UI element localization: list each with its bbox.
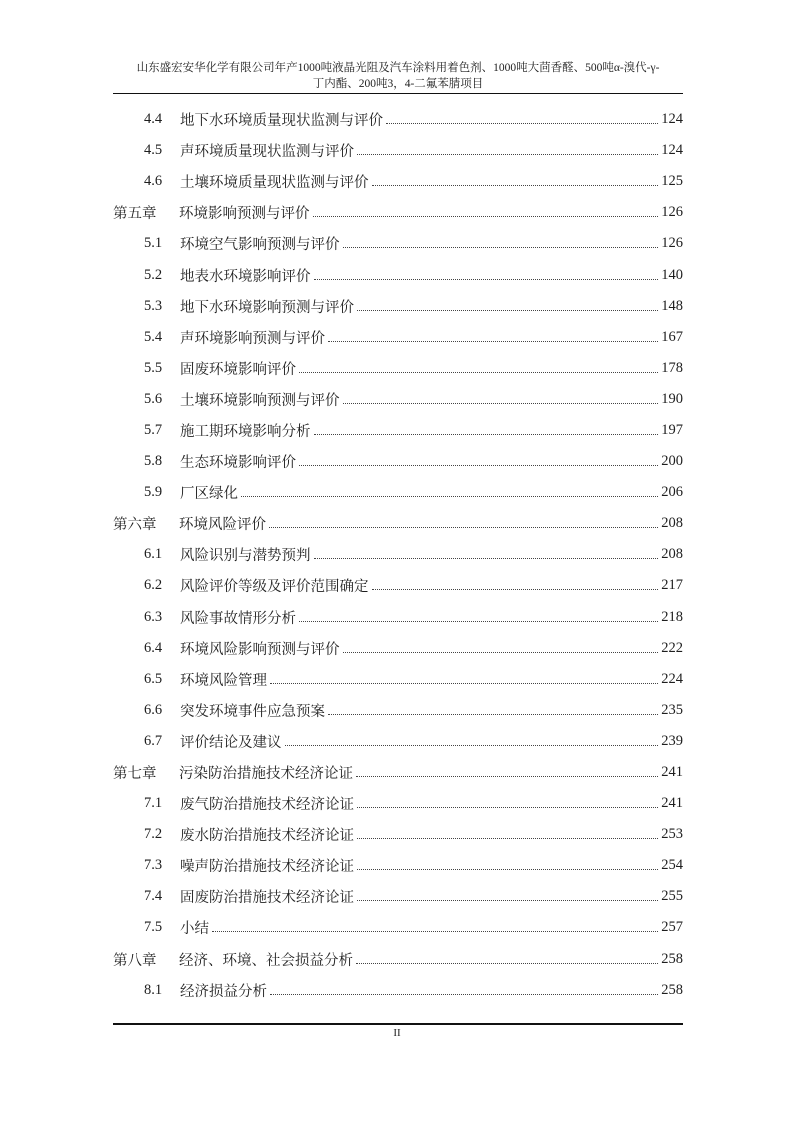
toc-entry-page: 254: [661, 857, 683, 874]
toc-entry-page: 126: [661, 204, 683, 221]
toc-entry-title: 声环境质量现状监测与评价: [180, 144, 354, 161]
toc-entry-number: 5.5: [144, 359, 163, 376]
toc-entry-number: 5.4: [144, 328, 163, 345]
toc-section-entry[interactable]: [113, 104, 683, 135]
toc-entry-title: 风险事故情形分析: [180, 610, 296, 627]
toc-entry-page: 253: [661, 826, 683, 843]
toc-dot-leader: [357, 296, 658, 311]
toc-dot-leader: [299, 358, 658, 373]
toc-entry-title: 地下水环境影响预测与评价: [180, 299, 354, 316]
toc-section-entry[interactable]: [113, 695, 683, 726]
toc-dot-leader: [357, 140, 658, 155]
toc-dot-leader: [270, 669, 658, 684]
toc-entry-page: 197: [661, 421, 683, 438]
toc-entry-number: 5.8: [144, 453, 163, 470]
toc-entry-number: 5.6: [144, 390, 163, 407]
toc-entry-page: 208: [661, 515, 683, 532]
toc-section-entry[interactable]: [113, 415, 683, 446]
toc-entry-page: 200: [661, 453, 683, 470]
toc-entry-page: 148: [661, 297, 683, 314]
toc-section-entry[interactable]: [113, 353, 683, 384]
toc-dot-leader: [328, 700, 658, 715]
toc-dot-leader: [269, 513, 658, 528]
footer-rule: [113, 1023, 683, 1025]
toc-section-entry[interactable]: [113, 135, 683, 166]
toc-dot-leader: [343, 233, 659, 248]
toc-entry-number: 7.3: [144, 857, 163, 874]
toc-entry-title: 固废环境影响评价: [180, 361, 296, 378]
toc-dot-leader: [314, 420, 659, 435]
toc-dot-leader: [299, 451, 658, 466]
toc-dot-leader: [357, 793, 658, 808]
toc-entry-title: 突发环境事件应急预案: [180, 703, 325, 720]
toc-section-entry[interactable]: [113, 477, 683, 508]
toc-entry-number: 5.3: [144, 297, 163, 314]
toc-entry-page: 167: [661, 328, 683, 345]
toc-section-entry[interactable]: [113, 166, 683, 197]
toc-chapter-entry[interactable]: [113, 508, 683, 539]
toc-section-entry[interactable]: [113, 726, 683, 757]
toc-section-entry[interactable]: [113, 259, 683, 290]
toc-section-entry[interactable]: [113, 446, 683, 477]
toc-dot-leader: [372, 171, 659, 186]
toc-entry-page: 217: [661, 577, 683, 594]
toc-entry-title: 施工期环境影响分析: [180, 423, 311, 440]
toc-entry-number: 5.1: [144, 235, 163, 252]
toc-dot-leader: [357, 824, 658, 839]
toc-entry-title: 风险评价等级及评价范围确定: [180, 579, 369, 596]
toc-entry-title: 厂区绿化: [180, 486, 238, 503]
toc-entry-title: 风险识别与潜势预判: [180, 548, 311, 565]
header-line-1: 山东盛宏安华化学有限公司年产1000吨液晶光阻及汽车涂料用着色剂、1000吨大茴香醛、500吨α-溴代-γ-: [136, 62, 660, 74]
toc-section-entry[interactable]: [113, 539, 683, 570]
toc-entry-title: 地表水环境影响评价: [180, 268, 311, 285]
toc-entry-title: 经济损益分析: [180, 983, 267, 1000]
toc-entry-page: 124: [661, 142, 683, 159]
toc-dot-leader: [313, 202, 659, 217]
toc-entry-title: 地下水环境质量现状监测与评价: [180, 113, 383, 130]
toc-dot-leader: [356, 949, 658, 964]
toc-entry-number: 6.6: [144, 701, 163, 718]
toc-dot-leader: [357, 855, 658, 870]
toc-section-entry[interactable]: [113, 975, 683, 1006]
toc-dot-leader: [270, 980, 658, 995]
toc-entry-number: 6.2: [144, 577, 163, 594]
toc-entry-number: 6.3: [144, 608, 163, 625]
toc-entry-title: 环境风险评价: [179, 517, 266, 534]
toc-entry-title: 环境空气影响预测与评价: [180, 237, 340, 254]
toc-chapter-entry[interactable]: [113, 944, 683, 975]
toc-entry-page: 140: [661, 266, 683, 283]
toc-entry-title: 噪声防治措施技术经济论证: [180, 859, 354, 876]
toc-entry-number: 6.5: [144, 670, 163, 687]
toc-entry-page: 190: [661, 390, 683, 407]
toc-entry-page: 257: [661, 919, 683, 936]
toc-entry-number: 4.4: [144, 111, 163, 128]
toc-entry-page: 222: [661, 639, 683, 656]
toc-entry-number: 第五章: [113, 206, 157, 223]
toc-entry-page: 255: [661, 888, 683, 905]
toc-dot-leader: [241, 482, 658, 497]
toc-dot-leader: [328, 327, 658, 342]
toc-entry-page: 258: [661, 981, 683, 998]
toc-dot-leader: [343, 389, 659, 404]
toc-dot-leader: [314, 544, 659, 559]
page-number: II: [393, 1027, 401, 1039]
toc-entry-title: 废气防治措施技术经济论证: [180, 797, 354, 814]
toc-dot-leader: [212, 917, 658, 932]
toc-dot-leader: [285, 731, 659, 746]
toc-entry-page: 241: [661, 795, 683, 812]
toc-section-entry[interactable]: [113, 570, 683, 601]
toc-section-entry[interactable]: [113, 850, 683, 881]
toc-entry-title: 污染防治措施技术经济论证: [179, 766, 353, 783]
toc-entry-title: 土壤环境影响预测与评价: [180, 392, 340, 409]
toc-dot-leader: [386, 109, 658, 124]
toc-dot-leader: [343, 638, 659, 653]
toc-entry-title: 废水防治措施技术经济论证: [180, 828, 354, 845]
toc-entry-page: 208: [661, 546, 683, 563]
toc-dot-leader: [299, 607, 658, 622]
toc-dot-leader: [314, 265, 659, 280]
toc-entry-title: 土壤环境质量现状监测与评价: [180, 175, 369, 192]
toc-entry-page: 126: [661, 235, 683, 252]
toc-entry-number: 第六章: [113, 517, 157, 534]
toc-entry-number: 7.1: [144, 795, 163, 812]
toc-entry-page: 239: [661, 732, 683, 749]
toc-entry-title: 小结: [180, 921, 209, 938]
toc-entry-title: 评价结论及建议: [180, 734, 282, 751]
toc-entry-page: 258: [661, 950, 683, 967]
toc-entry-title: 经济、环境、社会损益分析: [179, 952, 353, 969]
toc-entry-number: 5.7: [144, 421, 163, 438]
toc-entry-page: 224: [661, 670, 683, 687]
toc-section-entry[interactable]: [113, 291, 683, 322]
toc-section-entry[interactable]: [113, 912, 683, 943]
toc-entry-number: 4.6: [144, 173, 163, 190]
toc-entry-number: 6.1: [144, 546, 163, 563]
toc-entry-title: 生态环境影响评价: [180, 455, 296, 472]
toc-entry-number: 6.4: [144, 639, 163, 656]
toc-entry-title: 环境风险管理: [180, 672, 267, 689]
toc-entry-number: 7.4: [144, 888, 163, 905]
toc-entry-title: 环境风险影响预测与评价: [180, 641, 340, 658]
toc-entry-number: 5.2: [144, 266, 163, 283]
toc-dot-leader: [357, 886, 658, 901]
toc-section-entry[interactable]: [113, 602, 683, 633]
toc-entry-number: 6.7: [144, 732, 163, 749]
toc-entry-number: 4.5: [144, 142, 163, 159]
toc-entry-page: 241: [661, 764, 683, 781]
toc-entry-title: 声环境影响预测与评价: [180, 330, 325, 347]
toc-entry-number: 第七章: [113, 766, 157, 783]
toc-chapter-entry[interactable]: [113, 197, 683, 228]
toc-section-entry[interactable]: [113, 788, 683, 819]
toc-entry-page: 124: [661, 111, 683, 128]
toc-entry-page: 178: [661, 359, 683, 376]
toc-dot-leader: [372, 575, 659, 590]
toc-section-entry[interactable]: [113, 664, 683, 695]
toc-section-entry[interactable]: [113, 384, 683, 415]
toc-section-entry[interactable]: [113, 633, 683, 664]
header-line-2: 丁内酯、200吨3，4-二氟苯腈项目: [312, 78, 484, 90]
toc-section-entry[interactable]: [113, 881, 683, 912]
toc-entry-page: 218: [661, 608, 683, 625]
toc-section-entry[interactable]: [113, 819, 683, 850]
toc-entry-number: 7.5: [144, 919, 163, 936]
toc-entry-page: 235: [661, 701, 683, 718]
header-rule: [113, 93, 683, 94]
toc-dot-leader: [356, 762, 658, 777]
toc-entry-page: 206: [661, 484, 683, 501]
toc-section-entry[interactable]: [113, 322, 683, 353]
toc-entry-title: 固废防治措施技术经济论证: [180, 890, 354, 907]
toc-entry-number: 5.9: [144, 484, 163, 501]
toc-section-entry[interactable]: [113, 228, 683, 259]
toc-entry-number: 7.2: [144, 826, 163, 843]
toc-entry-page: 125: [661, 173, 683, 190]
table-of-contents: [113, 104, 683, 1006]
toc-entry-number: 第八章: [113, 952, 157, 969]
toc-entry-number: 8.1: [144, 981, 163, 998]
running-header: [113, 60, 683, 92]
toc-entry-title: 环境影响预测与评价: [179, 206, 310, 223]
toc-chapter-entry[interactable]: [113, 757, 683, 788]
